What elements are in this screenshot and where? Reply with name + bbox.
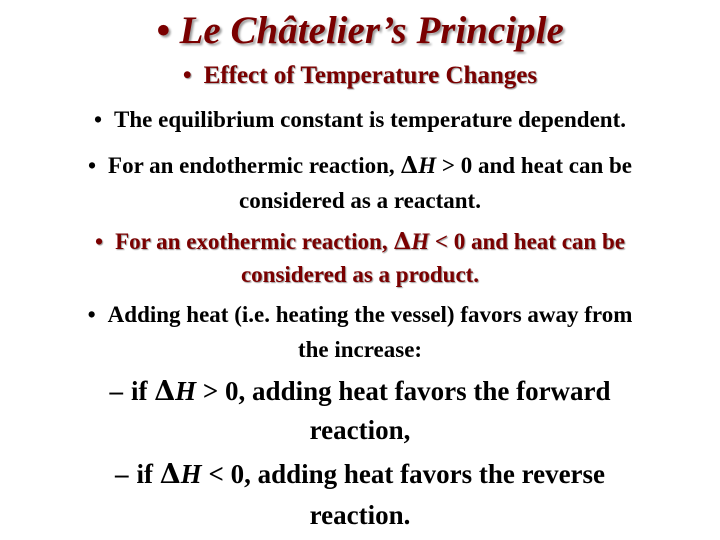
subtitle-bullet: • bbox=[182, 62, 192, 89]
endo-bullet: • bbox=[87, 153, 97, 178]
adding-heat-line-1 bbox=[0, 302, 720, 328]
slide-subtitle bbox=[0, 62, 720, 90]
case-forward-line-1 bbox=[0, 376, 720, 407]
reverse-line2: reaction. bbox=[309, 500, 411, 530]
endo-line2: considered as a reactant. bbox=[239, 188, 481, 213]
exo-var: H bbox=[411, 229, 430, 254]
forward-line2: reaction, bbox=[309, 415, 411, 445]
subtitle-text: Effect of Temperature Changes bbox=[203, 62, 538, 89]
exo-bullet: • bbox=[95, 229, 104, 254]
adding-line2: the increase: bbox=[297, 337, 423, 362]
adding-heat-line-2 bbox=[0, 337, 720, 363]
endo-var: H bbox=[418, 153, 437, 178]
exothermic-line-2 bbox=[0, 262, 720, 288]
intro-bullet: • bbox=[93, 107, 103, 132]
reverse-prefix: if bbox=[136, 459, 160, 489]
exo-prefix: For an exothermic reaction, bbox=[115, 229, 394, 254]
adding-bullet: • bbox=[87, 302, 96, 327]
exo-rest: < 0 and heat can be bbox=[429, 229, 625, 254]
case-reverse-line-1 bbox=[0, 459, 720, 490]
reverse-var: H bbox=[180, 459, 202, 489]
adding-line1: Adding heat (i.e. heating the vessel) favors away from bbox=[107, 302, 633, 327]
reverse-rest: < 0, adding heat favors the reverse bbox=[201, 459, 606, 489]
delta-symbol: Δ bbox=[400, 152, 419, 179]
forward-var: H bbox=[175, 376, 197, 406]
endo-rest: > 0 and heat can be bbox=[436, 153, 633, 178]
exo-line2: considered as a product. bbox=[240, 262, 480, 287]
slide-title bbox=[0, 8, 720, 53]
forward-dash: – bbox=[109, 376, 123, 406]
endothermic-line-1 bbox=[0, 152, 720, 179]
delta-symbol: Δ bbox=[154, 376, 176, 407]
title-bullet: • bbox=[156, 9, 170, 52]
intro-bullet-item bbox=[0, 107, 720, 133]
intro-text: The equilibrium constant is temperature dependent. bbox=[114, 107, 627, 132]
forward-prefix: if bbox=[130, 376, 155, 406]
case-forward-line-2 bbox=[0, 415, 720, 446]
exothermic-line-1 bbox=[0, 228, 720, 255]
endothermic-line-2 bbox=[0, 188, 720, 214]
delta-symbol: Δ bbox=[393, 228, 412, 255]
forward-rest: > 0, adding heat favors the forward bbox=[196, 376, 611, 406]
reverse-dash: – bbox=[114, 459, 129, 489]
title-text: Le Châtelier’s Principle bbox=[179, 9, 564, 52]
delta-symbol: Δ bbox=[159, 459, 181, 490]
endo-prefix: For an endothermic reaction, bbox=[108, 153, 401, 178]
case-reverse-line-2 bbox=[0, 500, 720, 531]
